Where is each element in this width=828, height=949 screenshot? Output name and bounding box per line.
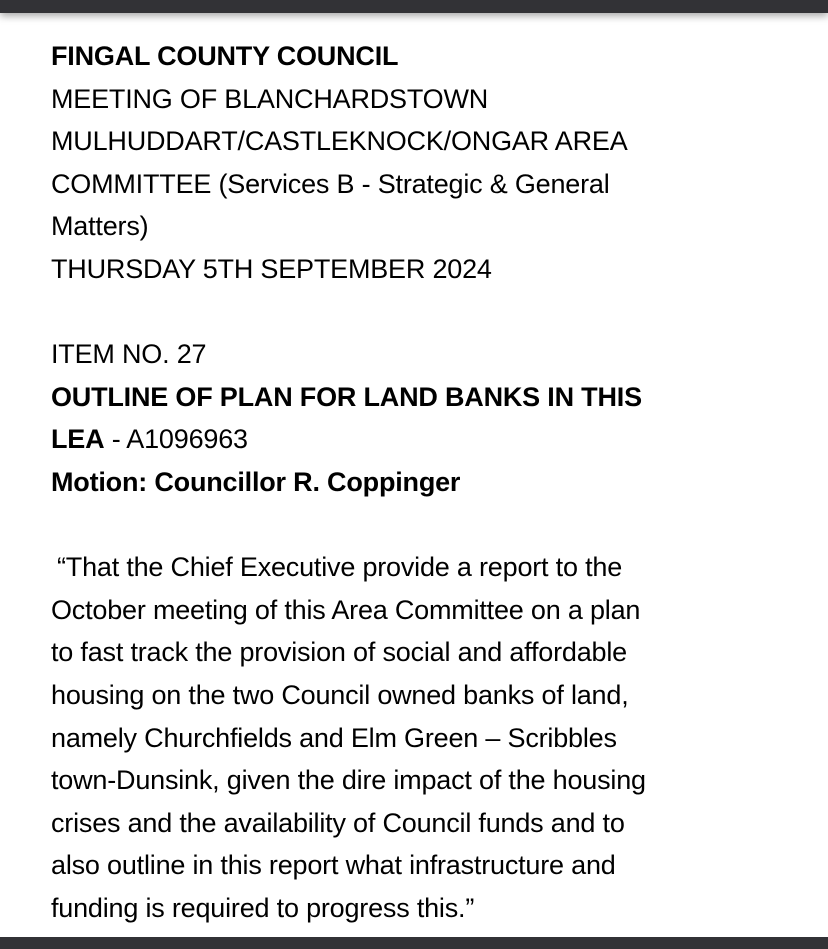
motion-author: Motion: Councillor R. Coppinger bbox=[51, 466, 461, 497]
document-page bbox=[51, 35, 646, 929]
motion-text-line: housing on the two Council owned banks of land, bbox=[51, 679, 629, 710]
meeting-date: THURSDAY 5TH SEPTEMBER 2024 bbox=[51, 253, 492, 284]
motion-text-line: namely Churchfields and Elm Green – Scribbles bbox=[51, 722, 617, 753]
meeting-title-line: MULHUDDART/CASTLEKNOCK/ONGAR AREA bbox=[51, 126, 628, 157]
item-title-end: LEA bbox=[51, 424, 105, 455]
meeting-title-line: COMMITTEE (Services B - Strategic & General bbox=[51, 168, 610, 199]
bottom-toolbar bbox=[0, 937, 828, 949]
motion-text-line: October meeting of this Area Committee on a plan bbox=[51, 594, 641, 625]
motion-text-line: funding is required to progress this.” bbox=[51, 892, 475, 923]
item-title-ref bbox=[51, 418, 646, 461]
council-name: FINGAL COUNTY COUNCIL bbox=[51, 41, 399, 71]
motion-text-line: to fast track the provision of social and affordable bbox=[51, 637, 627, 668]
motion-text-line: crises and the availability of Council funds and to bbox=[51, 807, 625, 838]
item-title: OUTLINE OF PLAN FOR LAND BANKS IN THIS bbox=[51, 381, 642, 412]
item-number: ITEM NO. 27 bbox=[51, 339, 207, 370]
top-toolbar bbox=[0, 0, 828, 13]
meeting-title-line: MEETING OF BLANCHARDSTOWN bbox=[51, 83, 489, 114]
meeting-title-line: Matters) bbox=[51, 211, 149, 242]
item-reference: - A1096963 bbox=[104, 424, 248, 455]
motion-text-line: town-Dunsink, given the dire impact of the housing bbox=[51, 765, 646, 796]
motion-text-line: also outline in this report what infrastructure and bbox=[51, 850, 616, 881]
motion-text-line: “That the Chief Executive provide a report to the bbox=[57, 552, 623, 583]
